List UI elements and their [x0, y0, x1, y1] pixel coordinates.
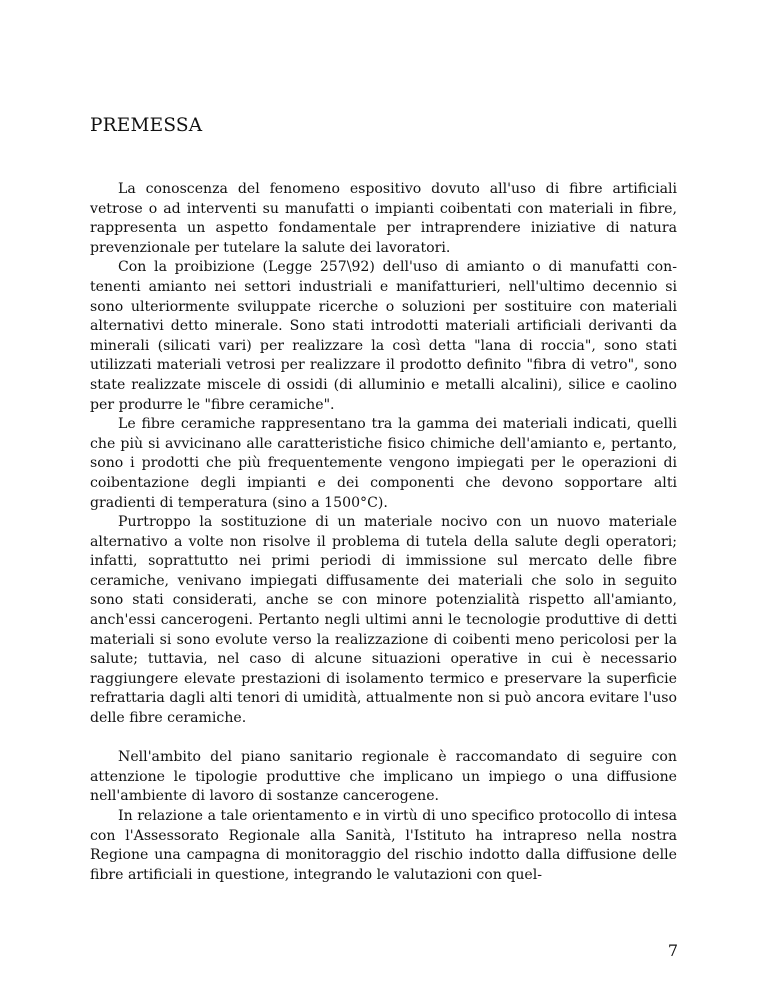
paragraph-4: Purtroppo la sostituzione di un materiale nocivo con un nuovo materiale alternativo a volte non risolve il problema di tutela della salute degli operatori; infatti, soprattutto nei primi periodi di immissione sul mercato delle fibre ceramiche, venivano impiegati diffusamente dei materiali che solo in seguito sono stati considerati, anche se con minore potenzialità rispetto all'amianto, anch'essi cancerogeni. Pertanto negli ultimi anni le tecnologie produttive di detti materiali si sono evolute verso la realizzazione di coibenti meno pericolosi per la salute; tuttavia, nel caso di alcune situazioni operative in cui è necessario raggiungere elevate prestazioni di isolamento termico e preservare la superficie refrattaria dagli alti tenori di umidità, attualmente non si può ancora evitare l'uso delle fibre ceramiche. — [90, 514, 677, 727]
page-title: PREMESSA — [90, 115, 203, 136]
paragraph-5: Nell'ambito del piano sanitario regionale è raccomandato di seguire con attenzione le tipologie produttive che implicano un impiego o una diffusione nell'ambiente di lavoro di sostanze cancerogene. — [90, 749, 677, 805]
paragraph-6: In relazione a tale orientamento e in virtù di uno specifico protocollo di intesa con l'Assessorato Regionale alla Sanità, l'Istituto ha intrapreso nella nostra Regione una campagna di monitoraggio del rischio indotto dalla diffusione delle fibre artificiali in questione, integrando le valutazioni con quel- — [90, 808, 677, 883]
paragraph-3: Le fibre ceramiche rappresentano tra la gamma dei materiali indicati, quelli che più si avvicinano alle caratteristiche fisico chimiche dell'amianto e, pertanto, sono i prodotti che più frequentemente vengono impiegati per le operazioni di coibentazione degli impianti e dei componenti che devono sopportare alti gradienti di temperatura (sino a 1500°C). — [90, 416, 677, 511]
paragraph-1: La conoscenza del fenomeno espositivo dovuto all'uso di fibre artificiali vetrose o ad interventi su manufatti o impianti coibentati con materiali in fibre, rappresenta un aspetto fondamentale per intraprendere iniziative di natura prevenzionale per tutelare la salute dei lavoratori. — [90, 181, 677, 256]
body-text — [90, 180, 677, 885]
page-number: 7 — [667, 941, 678, 960]
paragraph-2: Con la proibizione (Legge 257\92) dell'uso di amianto o di manufatti contenenti amianto nei settori industriali e manifatturieri, nell'ultimo decennio si sono ulteriormente sviluppate ricerche o soluzioni per sostituire con materiali alternativi detto minerale. Sono stati introdotti materiali artificiali derivanti da minerali (silicati vari) per realizzare la così detta "lana di roccia", sono stati utilizzati materiali vetrosi per realizzare il prodotto definito "fibra di vetro", sono state realizzate miscele di ossidi (di alluminio e metalli alcalini), silice e caolino per produrre le "fibre ceramiche". — [90, 259, 677, 413]
